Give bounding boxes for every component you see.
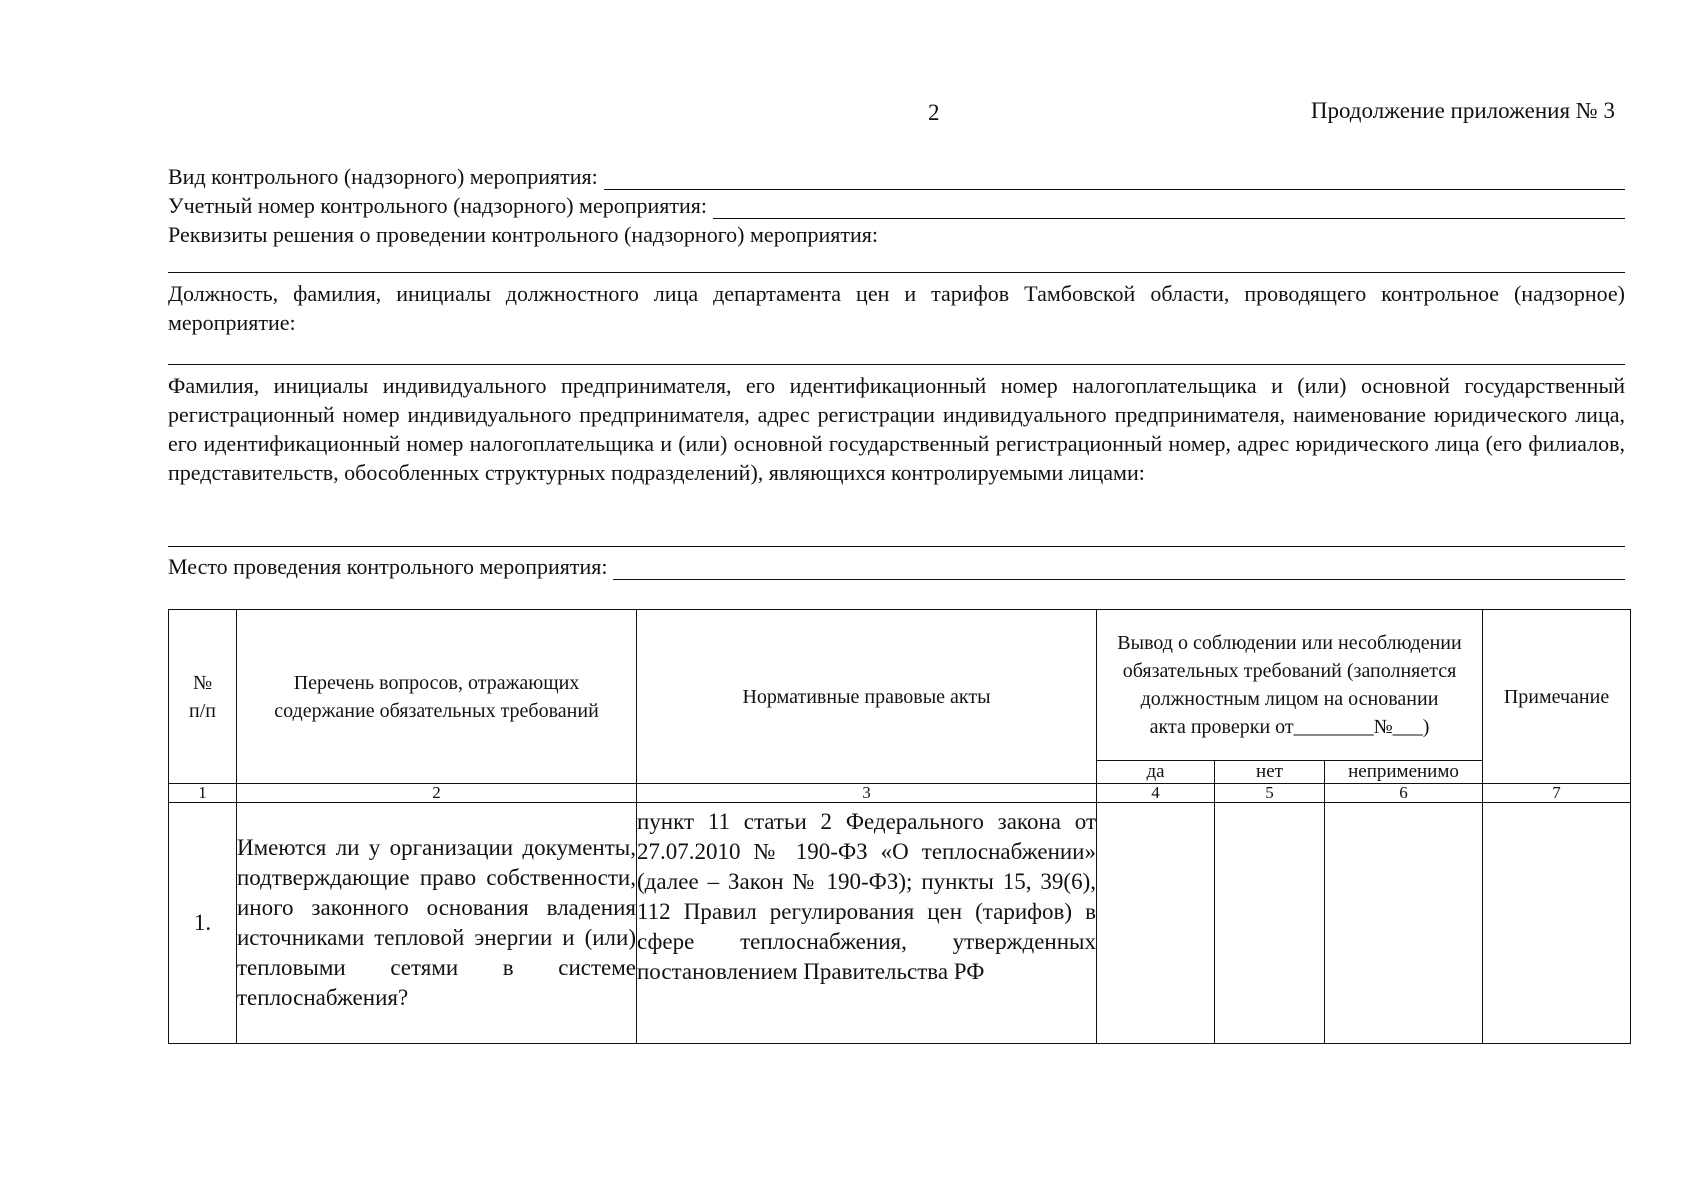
official-blank[interactable] [168,364,1625,365]
table-row [169,803,1631,1044]
header-na: неприменимо [1325,761,1483,784]
header-questions: Перечень вопросов, отражающих содержание обязательных требований [237,610,637,784]
header-note: Примечание [1483,610,1631,784]
event-number-label: Учетный номер контрольного (надзорного) мероприятия: [168,193,708,218]
column-number: 4 [1097,784,1215,803]
column-number: 1 [169,784,237,803]
controlled-persons-label: Фамилия, инициалы индивидуального предпринимателя, его идентификационный номер налогоплательщика и (или) основной государственный регистрационный номер индивидуального предпринимателя, адрес регистрации индивидуального предпринимателя, наименование юридического лица, его идентификационный номер налогоплательщика и (или) основной государственный регистрационный номер, адрес юридического лица (его филиалов, представительств, обособленных структурных подразделений), являющихся контролируемыми лицами: [168,373,1625,485]
event-number-field [168,193,1625,219]
header-no: нет [1215,761,1325,784]
header-num: № п/п [169,610,237,784]
location-blank[interactable] [613,561,1625,580]
column-number: 6 [1325,784,1483,803]
header-conclusion-act: акта проверки от________№___) [1149,716,1430,738]
event-type-field [168,164,1625,190]
decision-details-label: Реквизиты решения о проведении контрольного (надзорного) мероприятия: [168,222,878,247]
row-note-cell[interactable] [1483,803,1631,1044]
column-number-row [169,784,1631,803]
column-number: 3 [637,784,1097,803]
event-number-blank[interactable] [713,200,1625,219]
controlled-persons-blank[interactable] [168,546,1625,547]
row-number: 1. [169,803,237,1044]
column-number: 2 [237,784,637,803]
row-no-cell[interactable] [1215,803,1325,1044]
event-type-label: Вид контрольного (надзорного) мероприятия: [168,164,598,189]
column-number: 7 [1483,784,1631,803]
header-conclusion-main: Вывод о соблюдении или несоблюдении обязательных требований (заполняется должностным лицом на основании [1117,632,1462,710]
row-yes-cell[interactable] [1097,803,1215,1044]
header-conclusion [1097,610,1483,761]
decision-details-field [168,222,1625,248]
location-field [168,554,1625,580]
official-label: Должность, фамилия, инициалы должностного лица департамента цен и тарифов Тамбовской области, проводящего контрольное (надзорное) мероприятие: [168,281,1625,335]
row-acts: пункт 11 статьи 2 Федерального закона от 27.07.2010 № 190-ФЗ «О теплоснабжении» (далее – Закон № 190-ФЗ); пункты 15, 39(6), 112 Правил регулирования цен (тарифов) в сфере теплоснабжения, утвержденных постановлением Правительства РФ [637,809,1096,984]
row-acts-cell [637,803,1097,1044]
decision-details-blank[interactable] [168,272,1625,273]
event-type-blank[interactable] [604,171,1625,190]
row-na-cell[interactable] [1325,803,1483,1044]
header-acts: Нормативные правовые акты [637,610,1097,784]
row-question: Имеются ли у организации документы, подтверждающие право собственности, иного законного основания владения источниками тепловой энергии и (или) тепловыми сетями в системе теплоснабжения? [237,803,637,1044]
header-yes: да [1097,761,1215,784]
page-number: 2 [928,100,940,125]
requirements-table [168,609,1631,1044]
column-number: 5 [1215,784,1325,803]
location-label: Место проведения контрольного мероприятия: [168,554,608,579]
appendix-label: Продолжение приложения № 3 [1310,98,1615,123]
